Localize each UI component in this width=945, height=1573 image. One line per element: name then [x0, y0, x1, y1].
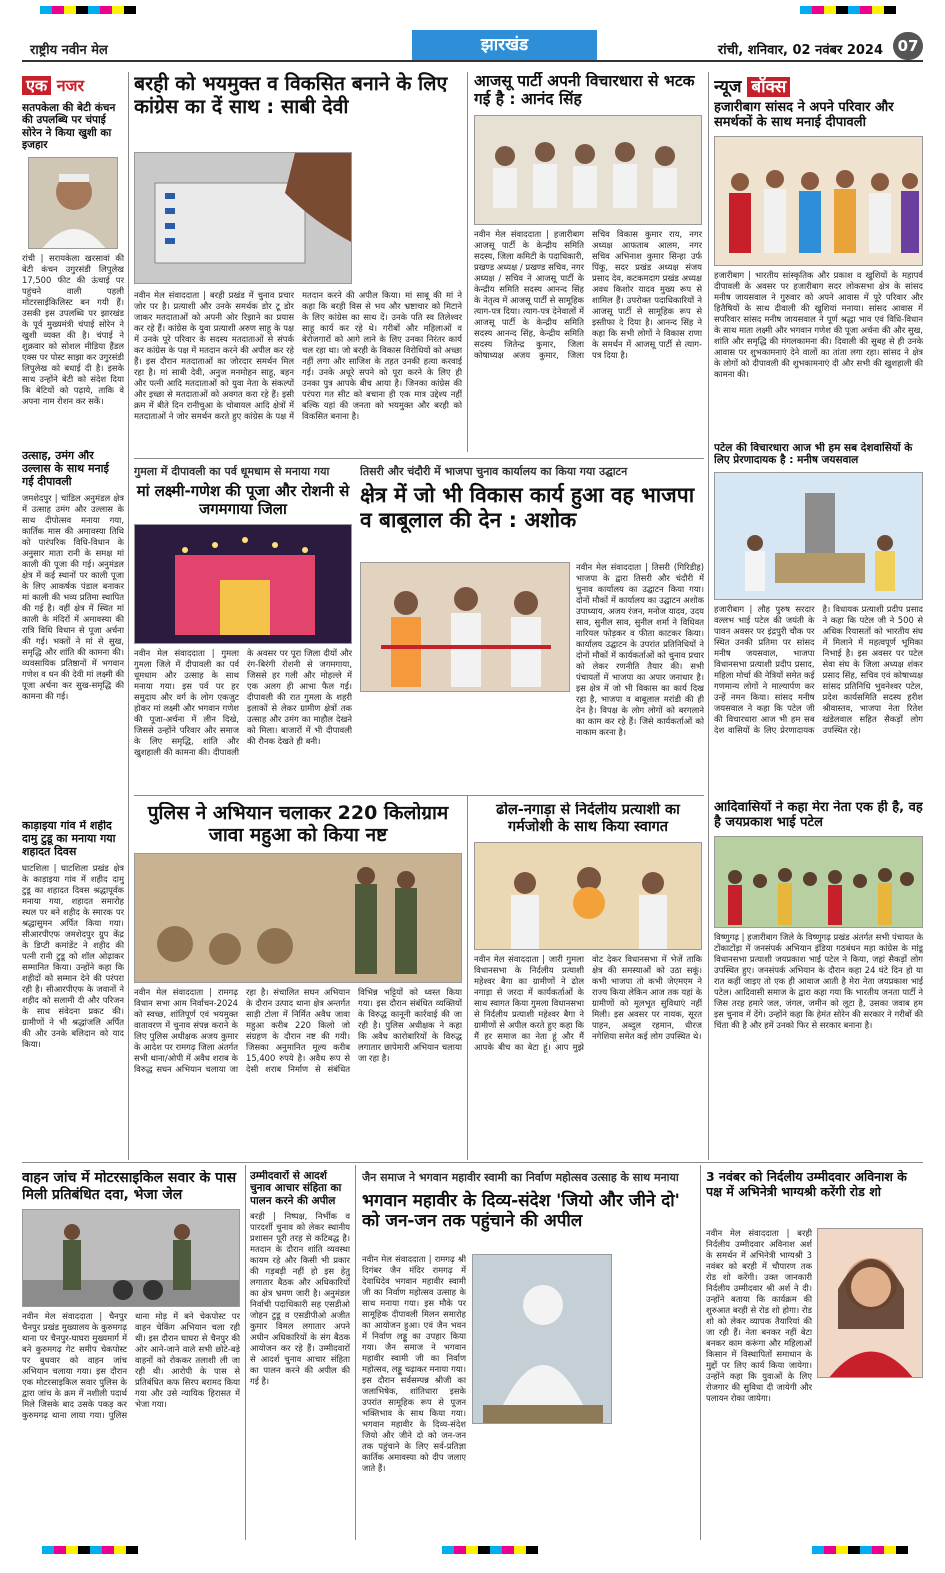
- story-kicker: जैन समाज ने भगवान महावीर स्वामी का निर्वाण महोत्सव उत्साह के साथ मनाया: [362, 1171, 679, 1184]
- story-body: नवीन मेल संवाददाता | जारी गुमला विधानसभा के निर्दलीय प्रत्याशी महेश्वर बैगा का ग्रामीणों ने ढोल नगाड़ा से जरदा में कार्यकर्ताओं के साथ स्वागत किया गुमला विधानसभा से निर्दलीय प्रत्याशी महेश्वर बैगा ने ग्रामीणों से अपील करते हुए कहा कि मैं हर समाज का नेता हूं और मैं आपके बीच का बेटा हूं। आप मुझे वोट देकर विधानसभा में भेजें ताकि क्षेत्र की समस्याओं को उठा सकूं। कभी भाजपा तो कभी जेएमएम ने राज्य किया लेकिन आज तक यहां के ग्रामीणों को मूलभूत सुविधाएं नहीं मिली। इस अवसर पर नायक, सूरत पाहन, अब्दुल रहमान, धीरज नगेशिया समेत कई लोग उपस्थित थे।: [474, 954, 702, 1053]
- registration-swatch: [884, 6, 896, 14]
- story-body: नवीन मेल संवाददाता | गुमला गुमला जिले में दीपावली का पर्व धूमधाम और उत्साह के साथ मनाया गया। इस पर्व पर हर समुदाय और वर्ग के लोग एकजुट होकर मां लक्ष्मी और भगवान गणेश की पूजा-अर्चना में लीन दिखे, जिससे उन्होंने परिवार और समाज के लिए समृद्धि, शांति और खुशहाली की कामना की। दीपावली के अवसर पर पूरा जिला दीयों और रंग-बिरंगी रोशनी से जगमगाया, जिससे हर गली और मोहल्ले में एक अलग ही आभा फैल गई। दीपावली की रात गुमला के शहरी इलाकों से लेकर ग्रामीण क्षेत्रों तक उत्साह और उमंग का माहौल देखने को मिला। बाजारों में भी दीपावली की रौनक देखते ही बनी।: [134, 648, 352, 758]
- registration-swatch: [78, 1546, 90, 1554]
- story-kicker: तिसरी और चंदौरी में भाजपा चुनाव कार्यालय का किया गया उद्घाटन: [360, 465, 628, 478]
- story-body: नवीन मेल संवाददाता | हजारीबाग आजसू पार्टी के केन्द्रीय समिति सदस्य, जिला कमिटी के पदाधिकारी, प्रखण्ड अध्यक्ष / प्रखण्ड सचिव, नगर अध्यक्ष / सचिव ने आजसू पार्टी के केन्द्रीय समिति सदस्य आनन्द सिंह के नेतृत्व में आजसू पार्टी से सामूहिक त्याग-पत्र दिया। त्याग-पत्र देनेवालों में आजसू पार्टी के केन्द्रीय समिति सदस्य आनन्द सिंह, केन्द्रीय समिति सदस्य जितेन्द्र कुमार, जिला कोषाध्यक्ष अजय कुमार, जिला सचिव विकास कुमार राय, नगर अध्यक्ष आफताब आलम, नगर सचिव अभिनाश कुमार सिन्हा उर्फ पिंकू, सदर प्रखंड अध्यक्ष संजय प्रसाद देव, कटकमदाग प्रखंड अध्यक्ष अवध किशोर यादव मुख्य रूप से शामिल हैं। उपरोक्त पदाधिकारियों ने आजसू पार्टी से सामूहिक रूप से इस्तीफा दे दिया है। आनन्द सिंह ने कहा कि सभी लोगों ने विकास राणा के समर्थन में आजसू पार्टी से त्याग-पत्र दिया है।: [474, 228, 702, 360]
- story-headline: पुलिस ने अभियान चलाकर 220 किलोग्राम जावा महुआ को किया नष्ट: [147, 802, 449, 847]
- barhi-story: [134, 72, 462, 452]
- police-raid-icon: [135, 854, 462, 983]
- actress-photo: [817, 1228, 923, 1378]
- people-group-icon: [475, 116, 702, 225]
- registration-swatch: [100, 6, 112, 14]
- registration-swatch: [64, 6, 76, 14]
- registration-swatch: [860, 1546, 872, 1554]
- voting-machine-icon: [135, 153, 352, 284]
- story-kicker: गुमला में दीपावली का पर्व धूमधाम से मनाया गया: [134, 465, 330, 478]
- registration-swatch: [526, 1546, 538, 1554]
- welcome-photo: [474, 842, 702, 950]
- registration-swatch: [114, 1546, 126, 1554]
- story-body: हजारीबाग | भारतीय सांस्कृतिक और प्रकाश व खुशियों के महापर्व दीपावली के अवसर पर हजारीबाग सदर लोकसभा क्षेत्र के सांसद मनीष जायसवाल ने गुरुवार को अपने आवास में पूरे परिवार और हितैषियों के साथ दीवाली की खुशियां मनाया। सांसद आवास में सपरिवार सांसद मनीष जायसवाल ने पूर्ण श्रद्धा भाव एवं विधि-विधान के साथ माता लक्ष्मी और भगवान गणेश की पूजा अर्चना की और सुख, शांति और समृद्धि की मंगलकामना की। दिवाली की सुबह से ही उनके आवास पर शुभकामनाएं देने वालों का तांता लगा रहा। सांसद ने क्षेत्र के लोगों को दीपावली की शुभकामनाएं दी और सभी की खुशहाली की कामना की।: [714, 269, 923, 379]
- registration-swatch: [848, 6, 860, 14]
- registration-swatch: [490, 1546, 502, 1554]
- actress-portrait-icon: [818, 1229, 923, 1378]
- crowd-gathering-icon: [715, 837, 923, 928]
- dhol-story: [474, 802, 702, 1158]
- ashok-story: [360, 464, 704, 792]
- story-headline: आदिवासियों ने कहा मेरा नेता एक ही है, वह है जयप्रकाश भाई पटेल: [714, 800, 923, 831]
- ribbon-cutting-icon: [361, 563, 570, 692]
- footer-color-bar: [22, 1546, 923, 1556]
- story-headline: सतपकेला की बेटी कंचन की उपलब्धि पर चंपाई सोरेन ने किया खुशी का इजहार: [22, 102, 116, 152]
- column-rule: [467, 72, 468, 452]
- vehicle-check-icon: [23, 1210, 240, 1307]
- story-body: रांची | सरायकेला खरसावां की बेटी कंचन उगुरसंडी लिपुलेख 17,500 फीट की ऊंचाई पर पहुंचने वाली पहली मोटरसाईकिलिस्ट बन गयी हैं। उसकी इस उपलब्धि पर झारखंड के पूर्व मुख्यमंत्री चंपाई सोरेन ने खुशी व्यक्त की है। चंपाई ने शुक्रवार को सोशल मीडिया हैंडल एक्स पर पोस्ट साझा कर उगुरसंडी लिपुलेख को बधाई दी है। इसके साथ उन्होंने बेटी को संदेश दिया कि बेटियों को पढ़ाये, ताकि वे अपना नाम रोशन कर सकें।: [22, 252, 124, 406]
- registration-swatch: [824, 1546, 836, 1554]
- inauguration-photo: [360, 562, 570, 692]
- story-headline: ढोल-नगाड़ा से निर्दलीय प्रत्याशी का गर्मजोशी के साथ किया स्वागत: [496, 802, 680, 836]
- story-body: जमशेदपुर | चांडिल अनुमंडल क्षेत्र में उत्साह उमंग और उल्लास के साथ दीपोत्सव मनाया गया, कार्तिक मास की अमावस्या तिथि को पारंपरिक विधि-विधान के अनुसार माता रानी के समक्ष मां काली की पूजा की गई। अनुमंडल क्षेत्र में कई स्थानों पर काली पूजा के लिए आकर्षक पंडाल बनाकर मां काली की भव्य प्रतिमा स्थापित की गई है। वहीं क्षेत्र में स्थित मां काली के मंदिरों में अमावस्या की रात्रि विधि विधान से पूजा अर्चना की गई। भक्तों ने मां से सुख, समृद्धि और शांति की कामना की। व्यवसायिक प्रतिष्ठानों में भगवान गणेश व धन की देवी मां लक्ष्मी की पूजा अर्चना कर सुख-समृद्धि की कामना की गई।: [22, 492, 124, 701]
- registration-swatch: [800, 6, 812, 14]
- registration-swatch: [466, 1546, 478, 1554]
- registration-swatch: [54, 1546, 66, 1554]
- story-headline: उम्मीदवारों से आदर्श चुनाव आचार संहिता का पालन करने की अपील: [250, 1170, 342, 1207]
- registration-swatch: [112, 6, 124, 14]
- mahavir-idol-photo: [472, 1254, 612, 1424]
- statue-tribute-photo: [714, 472, 923, 600]
- row-rule: [134, 795, 704, 796]
- registration-swatch: [896, 1546, 908, 1554]
- registration-swatch: [836, 1546, 848, 1554]
- registration-marks-bottom-mid: [442, 1546, 538, 1554]
- lit-pandal-icon: [135, 525, 352, 644]
- story-body-right: [618, 1254, 696, 1540]
- registration-swatch: [824, 6, 836, 14]
- column-rule: [467, 795, 468, 1160]
- adivasi-story: [714, 800, 923, 1158]
- story-headline: पटेल की विचारधारा आज भी हम सब देशवासियों के लिए प्रेरणादायक है : मनीष जयसवाल: [714, 442, 913, 467]
- section-tab: झारखंड: [412, 30, 597, 60]
- registration-swatch: [124, 6, 136, 14]
- story-headline: 3 नवंबर को निर्दलीय उम्मीदवार अविनाश के पक्ष में अभिनेत्री भाग्यश्री करेंगी रोड शो: [706, 1170, 907, 1199]
- story-headline: भगवान महावीर के दिव्य-संदेश 'जियो और जीने दो' को जन-जन तक पहुंचाने की अपील: [362, 1191, 680, 1232]
- column-rule: [700, 1165, 701, 1540]
- person-portrait-icon: [29, 158, 118, 249]
- ek-nazar-tag: एक नजर: [22, 74, 84, 96]
- story-body: घाटशिला | घाटशिला प्रखंड क्षेत्र के काड़ाइया गांव में शहीद दामु टुडू का शहादत दिवस श्रद्धापूर्वक मनाया गया, शहादत समारोह स्थल पर बने शहीद के स्मारक पर श्रद्धासुमन अर्पित किया गया। सीआरपीएफ जमशेदपुर ग्रुप केंद्र के डिप्टी कमांडेंट ने शहीद की पत्नी रानी टुडू को शॉल ओढ़ाकर सम्मानित किया। उन्होंने कहा कि शहीदों को सम्मान देने की परंपरा रही है। सीआरपीएफ के जवानों ने शहीद को सलामी दी और परिजन के साथ संवेदना प्रकट की। ग्रामीणों ने भी श्रद्धांजलि अर्पित की और उनके बलिदान को याद किया।: [22, 862, 124, 1049]
- registration-marks-top: [40, 6, 136, 14]
- portrait-photo: [28, 157, 118, 249]
- patel-story: [714, 442, 923, 792]
- registration-swatch: [872, 6, 884, 14]
- column-rule: [128, 72, 129, 1160]
- registration-swatch: [76, 6, 88, 14]
- registration-swatch: [812, 6, 824, 14]
- ajsu-story: [474, 72, 702, 452]
- story-body: हजारीबाग | लौह पुरुष सरदार वल्लभ भाई पटेल की जयंती के पावन अवसर पर इंद्रपुरी चौक पर स्थित उनकी प्रतिमा पर सांसद मनीष जयसवाल, भाजपा विधानसभा प्रत्याशी प्रदीप प्रसाद, महिला मोर्चा की नेत्रियों समेत कई गणमान्य लोगों ने माल्यार्पण कर उन्हें नमन किया। सांसद मनीष जयसवाल ने कहा कि पटेल जी की विचारधारा आज भी हम सब देश वासियों के लिए प्रेरणादायक है। विधायक प्रत्याशी प्रदीप प्रसाद ने कहा कि पटेल जी ने 500 से अधिक रियासतों को भारतीय संघ में मिलाने में महत्वपूर्ण भूमिका निभाई है। इस अवसर पर पटेल सेवा संघ के जिला अध्यक्ष शंकर प्रसाद सिंह, सचिव एवं कोषाध्यक्ष सांसद प्रतिनिधि भुवनेश्वर पटेल, प्रदेश कार्यसमिति सदस्य हरीश श्रीवास्तव, भाजपा नेता रितेश खंडेलवाल सहित सैकड़ों लोग उपस्थित रहे।: [714, 603, 923, 735]
- news-box-tag: न्यूज बॉक्स: [714, 74, 923, 97]
- story-headline: वाहन जांच में मोटरसाइकिल सवार के पास मिली प्रतिबंधित दवा, भेजा जेल: [22, 1170, 237, 1203]
- registration-marks-top-right: [800, 6, 896, 14]
- row-rule: [134, 458, 704, 459]
- registration-swatch: [454, 1546, 466, 1554]
- column-rule: [708, 72, 709, 1160]
- story-body: नवीन मेल संवाददाता | रामगढ़ श्री दिगंबर जैन मंदिर रामगढ़ में देवाधिदेव भगवान महावीर स्वामी जी का निर्वाण महोत्सव उत्साह के साथ मनाया गया। इस मौके पर सामूहिक दीपावली मिलन समारोह का आयोजन हुआ। एवं जैन भवन में निर्वाण लड्डू का उपहार किया गया। जैन समाज ने भगवान महावीर स्वामी जी का निर्वाण महोत्सव, लड्डू चढ़ाकर मनाया गया। इस दौरान सर्वसम्पन्न श्रीजी का जलाभिषेक, शांतिधारा इसके उपरांत सामूहिक रूप से पूजन भक्तिभाव के साथ किया गया। भगवान महावीर के दिव्य-संदेश जियो और जीने दो को जन-जन तक पहुंचाने के लिए सर्व-प्रतिज्ञा कार्तिक अमावस्या को दीप जलाए जाते हैं।: [362, 1254, 466, 1473]
- vahan-story: [22, 1170, 240, 1542]
- story-headline: उत्साह, उमंग और उल्लास के साथ मनाई गई दीपावली: [22, 450, 109, 488]
- registration-swatch: [66, 1546, 78, 1554]
- story-body: विष्णुगढ़ | हजारीबाग जिले के विष्णुगढ़ प्रखंड अंतर्गत सभी पंचायत के टोंकाटोंड़ा में जनसंपर्क अभियान इंडिया गठबंधन महा कांग्रेस के मांडू विधानसभा प्रत्याशी जयप्रकाश भाई पटेल ने किया, जहां सैकड़ों लोग उपस्थित हुए। जनसंपर्क अभियान के दौरान कहा 24 घंटे दिन हो या रात कहीं जाइए तो एक ही आवाज आती है मेरा नेता जयप्रकाश भाई पटेल। आदिवासी समाज के द्वारा कहा गया कि भारतीय जनता पार्टी ने जिस तरह हमारे जल, जंगल, जमीन को लूटा है, उसका जवाब हम इस चुनाव में देंगे। उन्होंने कहा कि हेमंत सोरेन की सरकार ने गरीबों की चिंता की है और हमें उनको फिर से सरकार बनाना है।: [714, 931, 923, 1030]
- pandal-photo: [134, 524, 352, 644]
- registration-swatch: [90, 1546, 102, 1554]
- mahavir-story: [362, 1170, 696, 1542]
- registration-swatch: [860, 6, 872, 14]
- registration-swatch: [884, 1546, 896, 1554]
- kadjuda-story: [22, 820, 124, 1158]
- story-body: नवीन मेल संवाददाता | चैनपुर चैनपुर प्रखंड मुख्यालय के कुरुमगढ़ थाना पर चैनपुर-घाघरा मुख्यमार्ग में बने कुरुमगढ़ गेट समीप चेकपोस्ट पर बुधवार को वाहन जांच अभियान चलाया गया। इस दौरान एक मोटरसाइकिल सवार पुलिस के द्वारा जांच के क्रम में नशीली पदार्थ मिले जिसके बाद उसके पकड़ कर कुरुमगढ़ थाना लाया गया। पुलिस थाना मोड़ में बने चेकपोस्ट पर वाहन चेकिंग अभियान चला रही थी। इस दौरान घाघरा से चैनपुर की ओर आने-जाने वाले सभी छोटे-बड़े वाहनों को रोककर तलाशी ली जा रही थी। आरोपी के पास से प्रतिबंधित कफ सिरप बरामद किया गया और उसे न्यायिक हिरासत में भेजा गया।: [22, 1311, 240, 1421]
- ek-nazar-story: [22, 74, 124, 444]
- police-story: [134, 802, 462, 1158]
- registration-swatch: [52, 6, 64, 14]
- story-body: नवीन मेल संवाददाता | बरही निर्दलीय उम्मीदवार अविनाश अर्श के समर्थन में अभिनेत्री भाग्यश्री 3 नवंबर को बरही में चौपारण तक रोड शो करेंगी। उक्त जानकारी निर्दलीय उम्मीदवार श्री अर्श ने दी। उन्होंने बताया कि कार्यक्रम की शुरुआत बरही से रोड शो होगा। रोड शो को लेकर व्यापक तैयारियां की जा रही हैं। नेता बनकर नहीं बेटा बनकर काम करूंगा और महिलाओं किसान में विस्थापितों समाधान के मुद्दों पर लिए कार्य किया जायेगा। उन्होंने कहा कि युवाओं के लिए रोजगार की सुविधा दी जायेगी और पलायन रोका जायेगा।: [706, 1228, 812, 1403]
- registration-swatch: [126, 1546, 138, 1554]
- gumla-story: [134, 464, 352, 792]
- story-headline: मां लक्ष्मी-गणेश की पूजा और रोशनी से जगमगाया जिला: [136, 482, 350, 518]
- registration-swatch: [812, 1546, 824, 1554]
- story-headline: हजारीबाग सांसद ने अपने परिवार और समर्थकों के साथ मनाई दीपावली: [714, 100, 894, 131]
- registration-swatch: [478, 1546, 490, 1554]
- registration-swatch: [872, 1546, 884, 1554]
- news-box-story: [714, 74, 923, 424]
- statue-garland-icon: [715, 473, 923, 600]
- registration-swatch: [502, 1546, 514, 1554]
- masthead: राष्ट्रीय नवीन मेल: [30, 43, 108, 58]
- garland-welcome-icon: [475, 843, 702, 950]
- aachar-story: [250, 1170, 350, 1542]
- registration-swatch: [40, 6, 52, 14]
- story-headline: क्षेत्र में जो भी विकास कार्य हुआ वह भाजपा व बाबूलाल की देन : अशोक: [360, 483, 695, 532]
- registration-marks-bottom-right: [812, 1546, 908, 1554]
- registration-swatch: [442, 1546, 454, 1554]
- dateline: रांची, शनिवार, 02 नवंबर 2024: [717, 43, 883, 58]
- page-header: [22, 34, 923, 62]
- registration-swatch: [514, 1546, 526, 1554]
- story-body: नवीन मेल संवाददाता | रामगढ़ विधान सभा आम निर्वाचन-2024 को स्वच्छ, शांतिपूर्ण एवं भयमुक्त वातावरण में चुनाव संपन्न कराने के लिए पुलिस अधीक्षक अजय कुमार के आदेश पर रामगढ़ जिला अंतर्गत सभी थाना/ओपी में अवैध शराब के विरुद्ध सघन अभियान चलाया जा रहा है। संचालित सघन अभियान के दौरान उत्पाद थाना क्षेत्र अन्तर्गत साड़ी टोला में निर्मित अवैध जावा महुआ करीब 220 किलो जो संग्रहण के दौरान नष्ट की गयी। जिसका अनुमानित मूल्य करीब 15,400 रुपये है। अवैध रूप से देसी शराब निर्माण से संबंधित विभिन्न भट्टियों को ध्वस्त किया गया। इस दौरान संबंधित व्यक्तियों के विरुद्ध कानूनी कार्रवाई की जा रही है। पुलिस अधीक्षक ने कहा कि अवैध कारोबारियों के विरुद्ध लगातार छापेमारी अभियान चलाया जा रहा है।: [134, 986, 462, 1074]
- checkpost-photo: [22, 1209, 240, 1307]
- bhagyashree-story: [706, 1170, 923, 1542]
- idol-icon: [473, 1255, 612, 1424]
- story-headline: काड़ाइया गांव में शहीद दामु टुडू का मनाया गया शहादत दिवस: [22, 820, 116, 858]
- family-celebration-icon: [715, 137, 923, 266]
- story-headline: आजसू पार्टी अपनी विचारधारा से भटक गई है : आनंद सिंह: [474, 72, 695, 109]
- column-rule: [245, 1165, 246, 1540]
- raid-photo: [134, 853, 462, 983]
- story-body: नवीन मेल संवाददाता | तिसरी (गिरिडीह) भाजपा के द्वारा तिसरी और चंदौरी में चुनाव कार्यालय का उद्घाटन किया गया। दोनों मौकों में कार्यालय का उद्घाटन अशोक उपाध्याय, अजय रंजन, मनोज यादव, उदय साव, सुनील साव, सुनील शर्मा ने विधिवत नारियल फोड़कर व फीता काटकर किया। कार्यालय उद्घाटन के उपरांत प्रतिनिधियों ने दोनों मौकों में कार्यकर्ताओं को चुनाव प्रचार को लेकर रणनीति तैयार की। सभी पंचायतों में भाजपा का अपार जनाधार है। इस क्षेत्र में जो भी विकास का कार्य दिख रहा है, भाजपा व बाबूलाल मरांडी की ही देन है। विपक्ष के लोग लोगों को बरगलाने का काम कर रहे हैं। जिसे कार्यकर्ताओं को नाकाम करना है।: [576, 562, 704, 737]
- registration-swatch: [102, 1546, 114, 1554]
- crowd-photo: [714, 836, 923, 928]
- registration-marks-bottom: [42, 1546, 138, 1554]
- story-body: बरही | निष्पक्ष, निर्भीक व पारदर्शी चुनाव को लेकर स्थानीय प्रशासन पूरी तरह से कटिबद्ध है। मतदान के दौरान शांति व्यवस्था कायम रहे और किसी भी प्रकार की गड़बड़ी नहीं हो इस हेतु लगातार बैठक और अधिकारियों का क्षेत्र भ्रमण जारी है। अनुमंडल निर्वाची पदाधिकारी सह एसडीओ जोहन टुडू व एसडीपीओ अजीत कुमार विमल लगातार अपने अधीन अधिकारियों के संग बैठक आयोजन कर रहे हैं। उम्मीदवारों से आदर्श चुनाव आचार संहिता का पालन करने की अपील की गई है।: [250, 1211, 350, 1387]
- story-body: नवीन मेल संवाददाता | बरही प्रखंड में चुनाव प्रचार जोर पर है। प्रत्याशी और उनके समर्थक डोर टू डोर जाकर मतदाताओं को अपनी ओर रिझाने का प्रयास कर रहे हैं। कांग्रेस के युवा प्रत्याशी अरुण साहू के पक्ष में उनके पूरे परिवार के सदस्य मतदाताओं से संपर्क कर कांग्रेस के पक्ष में मतदान करने की अपील कर रहे हैं। इस दौरान मतदाताओं का जोरदार समर्थन मिल रहा है। मां साबी देवी, अनुज मनमोहन साहू, बहन और पत्नी आदि मतदाताओं को युवा नेता के संकल्पों और इच्छा से मतदाताओं को अवगत करा रहे हैं। इसी क्रम में बीते दिन रानीचुआ के चोबायल आदि क्षेत्रों में मतदाताओं ने जोर समर्थन करते हुए कांग्रेस के पक्ष में मतदान करने की अपील किया। मां साबू की मां ने कहा कि बरही विस से भय और भ्रष्टाचार को मिटाने के लिए कांग्रेस का साथ दें। उनके पति स्व तिलेश्वर साहू कार्य कर रहे थे। गरीबों और महिलाओं व बेरोजगारों को आगे लाने के लिए उनका निरंतर कार्य चल रहा था। जो बरही के विकास विरोधियों को अच्छा नहीं लगा और साजिश के तहत उनकी हत्या करवाई गई। उनके अधूरे सपने को पूरा करने के लिए ही उनका पुत्र आपके बीच आया है। जिनका कांग्रेस की परंपरा गत सीट को बचाना ही एक मात्र उद्देश्य नहीं बल्कि यहां की जनता को भयमुक्त और बरही को विकसित बनाना है।: [134, 290, 462, 421]
- registration-swatch: [42, 1546, 54, 1554]
- lead-headline: बरही को भयमुक्त व विकसित बनाने के लिए कांग्रेस का दें साथ : साबी देवी: [134, 72, 448, 118]
- registration-swatch: [836, 6, 848, 14]
- registration-swatch: [848, 1546, 860, 1554]
- column-rule: [355, 1165, 356, 1540]
- evm-photo: [134, 152, 352, 284]
- utsah-story: [22, 450, 124, 810]
- diwali-family-photo: [714, 136, 923, 266]
- page-number: 07: [893, 32, 923, 60]
- registration-swatch: [88, 6, 100, 14]
- group-photo: [474, 115, 702, 225]
- row-rule: [22, 1162, 923, 1163]
